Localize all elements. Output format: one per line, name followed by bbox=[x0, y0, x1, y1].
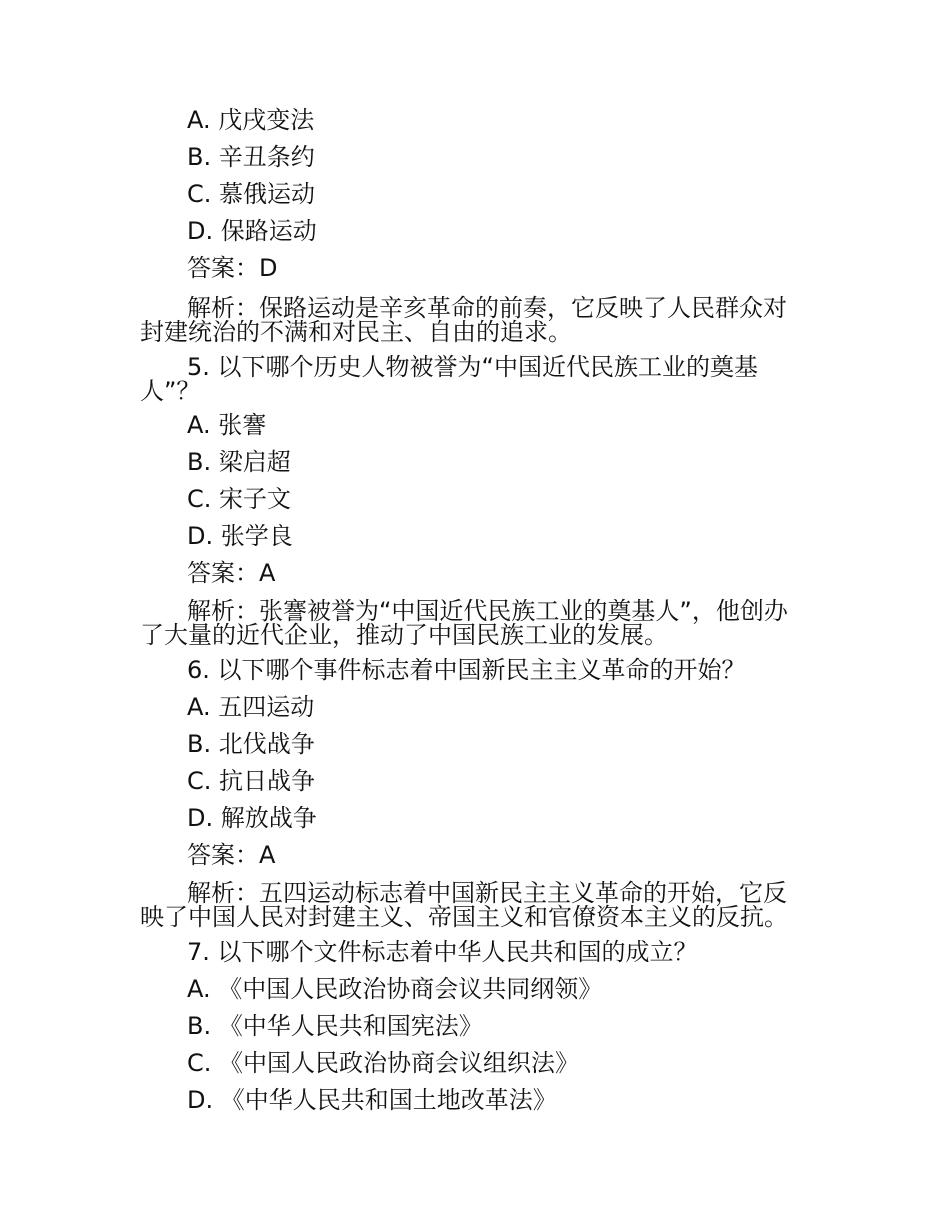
q5-answer: 答案：A bbox=[187, 559, 276, 587]
q7-option-d: D. 《中华人民共和国土地改革法》 bbox=[187, 1086, 557, 1114]
q4-option-b: B. 辛丑条约 bbox=[187, 143, 315, 171]
q5-option-d: D. 张学良 bbox=[187, 522, 293, 550]
q6-option-d: D. 解放战争 bbox=[187, 804, 317, 832]
q5-analysis: 解析：张謇被誉为“中国近代民族工业的奠基人”，他创办了大量的近代企业，推动了中国民族工业的发展。 bbox=[140, 597, 788, 649]
q5-option-b: B. 梁启超 bbox=[187, 448, 291, 476]
q4-option-a: A. 戊戌变法 bbox=[187, 106, 315, 134]
q4-option-d: D. 保路运动 bbox=[187, 217, 317, 245]
q6-answer: 答案：A bbox=[187, 841, 276, 869]
q7-option-a: A. 《中国人民政治协商会议共同纲领》 bbox=[187, 975, 603, 1003]
q4-option-c: C. 慕俄运动 bbox=[187, 180, 316, 208]
q7-option-c: C. 《中国人民政治协商会议组织法》 bbox=[187, 1049, 580, 1077]
q5-option-c: C. 宋子文 bbox=[187, 485, 292, 513]
q6-analysis: 解析：五四运动标志着中国新民主主义革命的开始，它反映了中国人民对封建主义、帝国主义和官僚资本主义的反抗。 bbox=[140, 879, 788, 931]
q4-analysis: 解析：保路运动是辛亥革命的前奏，它反映了人民群众对封建统治的不满和对民主、自由的追求。 bbox=[140, 294, 787, 346]
q7-option-b: B. 《中华人民共和国宪法》 bbox=[187, 1012, 483, 1040]
q6-option-b: B. 北伐战争 bbox=[187, 730, 315, 758]
q5-question: 5. 以下哪个历史人物被誉为“中国近代民族工业的奠基人”？ bbox=[140, 353, 758, 405]
q6-question: 6. 以下哪个事件标志着中国新民主主义革命的开始？ bbox=[187, 656, 746, 684]
q6-option-c: C. 抗日战争 bbox=[187, 767, 316, 795]
q7-question: 7. 以下哪个文件标志着中华人民共和国的成立？ bbox=[187, 938, 698, 966]
q5-option-a: A. 张謇 bbox=[187, 411, 267, 439]
q4-answer: 答案：D bbox=[187, 254, 278, 282]
q6-option-a: A. 五四运动 bbox=[187, 693, 315, 721]
